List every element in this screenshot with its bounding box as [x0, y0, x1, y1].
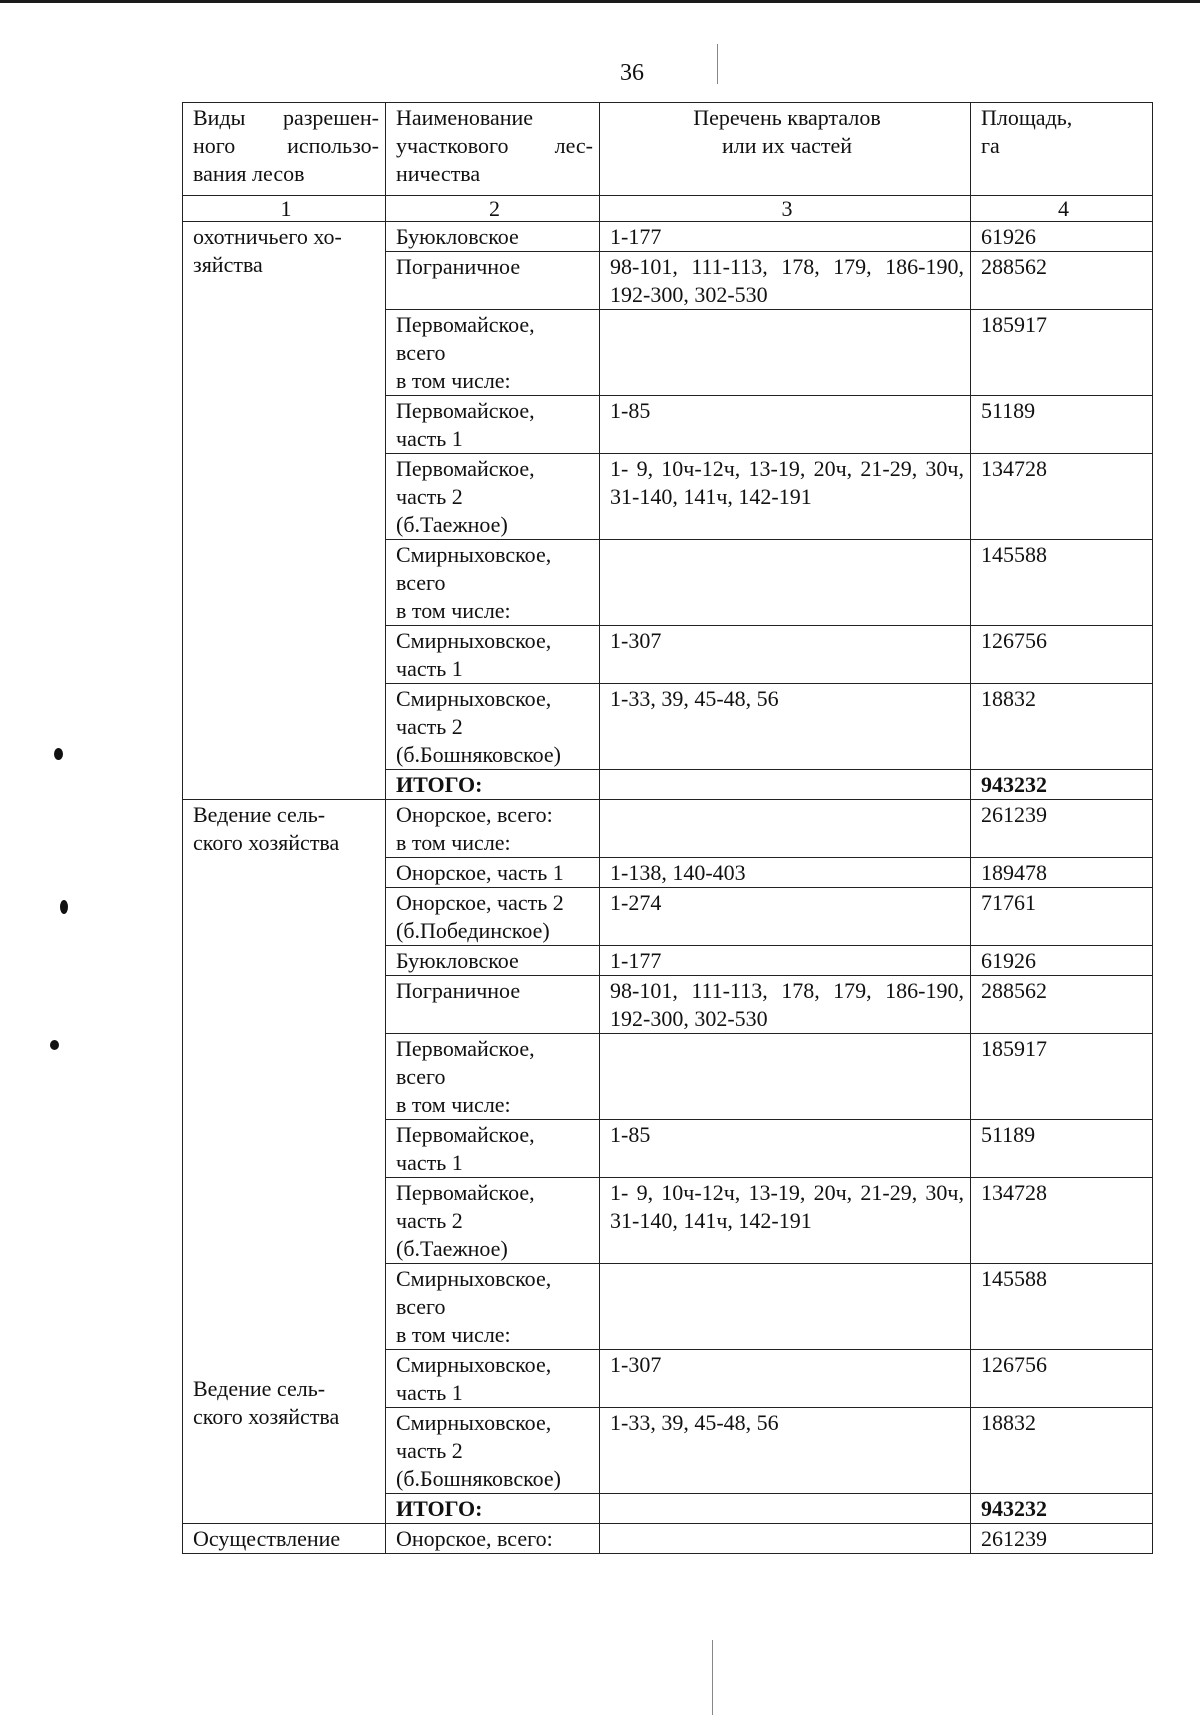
table-row — [183, 800, 1153, 858]
total-label: ИТОГО: — [386, 770, 600, 800]
table-header-row — [183, 103, 1153, 196]
area-value: 61926 — [971, 222, 1153, 252]
total-area: 943232 — [971, 1494, 1153, 1524]
forestry-name: Онорское, часть 2 (б.Побединское) — [386, 888, 600, 946]
header-quarters: Перечень кварталов или их частей — [600, 103, 971, 196]
quarters-list — [600, 1264, 971, 1350]
quarters-list: 1-138, 140-403 — [600, 858, 971, 888]
forestry-name: Смирныховское, часть 1 — [386, 626, 600, 684]
forestry-name: Пограничное — [386, 252, 600, 310]
column-number: 1 — [183, 196, 386, 222]
use-type-implementation: Осуществление — [183, 1524, 386, 1554]
forestry-name: Буюкловское — [386, 222, 600, 252]
area-value: 18832 — [971, 684, 1153, 770]
quarters-list: 1-307 — [600, 1350, 971, 1408]
scan-speck — [50, 1040, 59, 1050]
forestry-name: Смирныховское, всего в том числе: — [386, 1264, 600, 1350]
forest-use-table — [182, 102, 1153, 1554]
forestry-name: Первомайское, часть 1 — [386, 1120, 600, 1178]
scan-fold-line — [717, 44, 718, 84]
quarters-list — [600, 1034, 971, 1120]
area-value: 145588 — [971, 1264, 1153, 1350]
scan-top-edge — [0, 0, 1200, 3]
forestry-name: Смирныховское, часть 2 (б.Бошняковское) — [386, 1408, 600, 1494]
quarters-list: 1-85 — [600, 396, 971, 454]
total-area: 943232 — [971, 770, 1153, 800]
area-value: 288562 — [971, 252, 1153, 310]
forestry-name: Первомайское, часть 2 (б.Таежное) — [386, 1178, 600, 1264]
quarters-list — [600, 800, 971, 858]
area-value: 134728 — [971, 454, 1153, 540]
area-value: 288562 — [971, 976, 1153, 1034]
total-label: ИТОГО: — [386, 1494, 600, 1524]
use-type-hunting: охотничьего хо- зяйства — [183, 222, 386, 800]
area-value: 145588 — [971, 540, 1153, 626]
forestry-name: Смирныховское, часть 2 (б.Бошняковское) — [386, 684, 600, 770]
forestry-name: Смирныховское, всего в том числе: — [386, 540, 600, 626]
forestry-name: Первомайское, часть 1 — [386, 396, 600, 454]
table-row — [183, 222, 1153, 252]
column-number: 2 — [386, 196, 600, 222]
scan-fold-line — [712, 1640, 713, 1715]
quarters-list: 1- 9, 10ч-12ч, 13-19, 20ч, 21-29, 30ч, 31-140, 141ч, 142-191 — [600, 454, 971, 540]
quarters-list: 1-307 — [600, 626, 971, 684]
quarters-list: 1-177 — [600, 222, 971, 252]
area-value: 261239 — [971, 1524, 1153, 1554]
quarters-list: 98-101, 111-113, 178, 179, 186-190, 192-300, 302-530 — [600, 252, 971, 310]
header-forestry-name: Наименование участкового лес- ничества — [386, 103, 600, 196]
forestry-name: Первомайское, всего в том числе: — [386, 1034, 600, 1120]
quarters-list — [600, 1494, 971, 1524]
area-value: 261239 — [971, 800, 1153, 858]
area-value: 61926 — [971, 946, 1153, 976]
forestry-name: Онорское, часть 1 — [386, 858, 600, 888]
column-number: 3 — [600, 196, 971, 222]
table-row — [183, 1524, 1153, 1554]
quarters-list — [600, 310, 971, 396]
quarters-list — [600, 770, 971, 800]
forestry-name: Онорское, всего: в том числе: — [386, 800, 600, 858]
forestry-name: Буюкловское — [386, 946, 600, 976]
area-value: 185917 — [971, 1034, 1153, 1120]
quarters-list — [600, 1524, 971, 1554]
forestry-name: Первомайское, всего в том числе: — [386, 310, 600, 396]
area-value: 126756 — [971, 626, 1153, 684]
page-number: 36 — [620, 60, 644, 86]
area-value: 185917 — [971, 310, 1153, 396]
quarters-list: 1-85 — [600, 1120, 971, 1178]
scan-speck — [60, 900, 68, 914]
forestry-name: Смирныховское, часть 1 — [386, 1350, 600, 1408]
column-number-row — [183, 196, 1153, 222]
quarters-list: 1-177 — [600, 946, 971, 976]
area-value: 134728 — [971, 1178, 1153, 1264]
use-type-agriculture-repeat: Ведение сель- ского хозяйства — [193, 1376, 340, 1429]
quarters-list: 1-33, 39, 45-48, 56 — [600, 684, 971, 770]
area-value: 18832 — [971, 1408, 1153, 1494]
forestry-name: Пограничное — [386, 976, 600, 1034]
area-value: 189478 — [971, 858, 1153, 888]
area-value: 126756 — [971, 1350, 1153, 1408]
forestry-name: Онорское, всего: — [386, 1524, 600, 1554]
quarters-list — [600, 540, 971, 626]
area-value: 71761 — [971, 888, 1153, 946]
area-value: 51189 — [971, 1120, 1153, 1178]
column-number: 4 — [971, 196, 1153, 222]
quarters-list: 1-33, 39, 45-48, 56 — [600, 1408, 971, 1494]
header-use-type: Виды разрешен- ного использо- вания лесов — [183, 103, 386, 196]
quarters-list: 1- 9, 10ч-12ч, 13-19, 20ч, 21-29, 30ч, 31-140, 141ч, 142-191 — [600, 1178, 971, 1264]
use-type-agriculture: Ведение сель- ского хозяйства Ведение сель- ского хозяйства — [183, 800, 386, 1524]
quarters-list: 98-101, 111-113, 178, 179, 186-190, 192-300, 302-530 — [600, 976, 971, 1034]
header-area: Площадь, га — [971, 103, 1153, 196]
quarters-list: 1-274 — [600, 888, 971, 946]
area-value: 51189 — [971, 396, 1153, 454]
scan-speck — [54, 748, 63, 760]
forestry-name: Первомайское, часть 2 (б.Таежное) — [386, 454, 600, 540]
